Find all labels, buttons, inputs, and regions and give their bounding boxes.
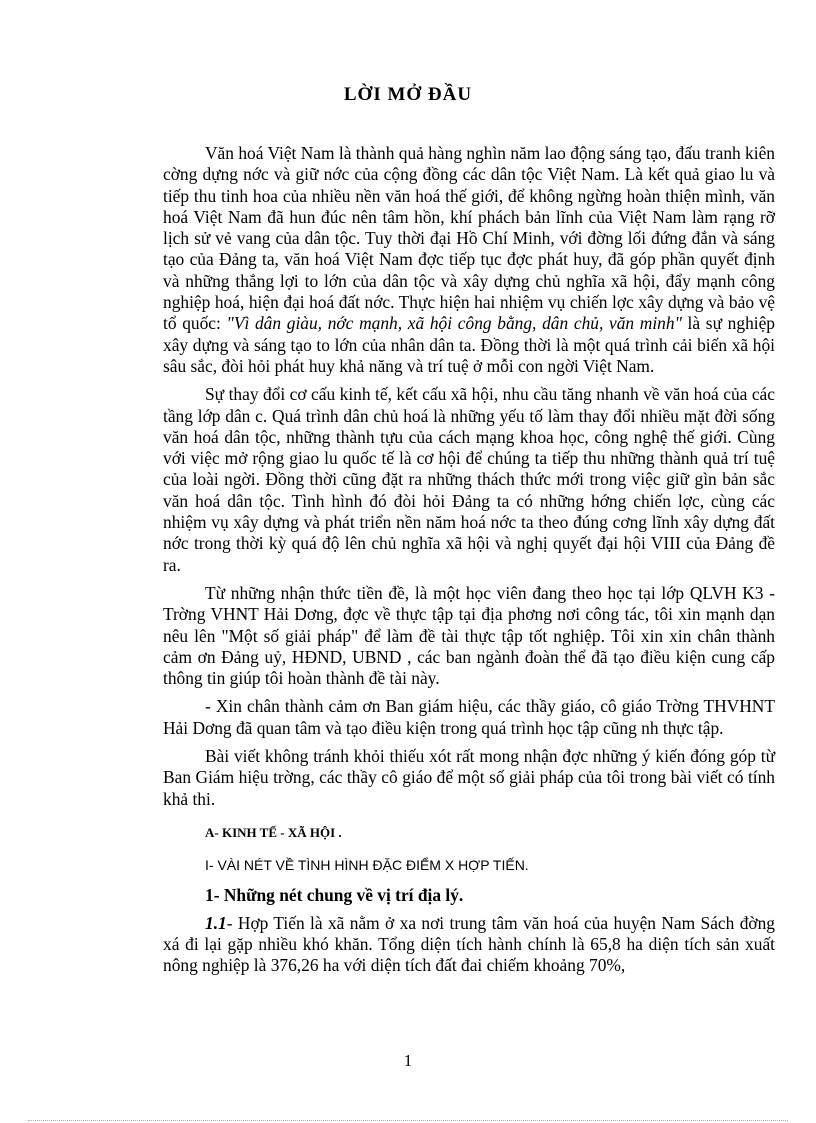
page-bottom-divider bbox=[28, 1120, 788, 1121]
paragraph-awareness: Từ những nhận thức tiền đề, là một học viên đang theo học tại lớp QLVH K3 - Trờng VHNT Hải Dơng, đợc về thực tập tại địa phơng nơi công tác, tôi xin mạnh dạn nêu lên "Một số giải pháp" để làm đề tài thực tập tốt nghiệp. Tôi xin xin chân thành cảm ơn Đảng uỷ, HĐND, UBND , các ban ngành đoàn thể đã tạo điều kiện cung cấp thông tin giúp tôi hoàn thành đề tài này. bbox=[163, 582, 775, 689]
document-body bbox=[163, 143, 775, 977]
paragraph-intro bbox=[163, 143, 775, 377]
page-title: LỜI MỞ ĐẦU bbox=[343, 84, 473, 105]
section-heading-1: 1- Những nét chung về vị trí địa lý. bbox=[205, 884, 464, 905]
paragraph-closing: Bài viết không tránh khỏi thiếu xót rất mong nhận đợc những ý kiến đóng góp từ Ban Giám hiệu trờng, các thầy cô giáo để một số giải pháp của tôi trong bài viết có tính khả thi. bbox=[163, 746, 775, 809]
page-number: 1 bbox=[403, 1051, 413, 1070]
paragraph-change: Sự thay đổi cơ cấu kinh tế, kết cấu xã hội, nhu cầu tăng nhanh về văn hoá của các tầng lớp dân c. Quá trình dân chủ hoá là những yếu tố làm thay đổi nhiều mặt đời sống văn hoá dân tộc, những thành tựu của cách mạng khoa học, công nghệ thế giới. Cùng với việc mở rộng giao lu quốc tế là cơ hội để chúng ta tiếp thu những thành quả trí tuệ của loài ngời. Đồng thời cũng đặt ra những thách thức mới trong việc giữ gìn bản sắc văn hoá dân tộc. Tình hình đó đòi hỏi Đảng ta có những hớng chiến lợc, cùng các nhiệm vụ xây dựng và phát triển nền năm hoá nớc ta theo đúng cơng lĩnh xây dựng đất nớc trong thời kỳ quá độ lên chủ nghĩa xã hội và nghị quyết đại hội VIII của Đảng đề ra. bbox=[163, 384, 775, 575]
paragraph-text: Văn hoá Việt Nam là thành quả hàng nghìn năm lao động sáng tạo, đấu tranh kiên cờng dựng nớc và giữ nớc của cộng đồng các dân tộc Việt Nam. Là kết quả giao lu và tiếp thu tinh hoa của nhiều nền văn hoá thế giới, để không ngừng hoàn thiện mình, văn hoá Việt Nam đã hun đúc nên tâm hồn, khí phách bản lĩnh của Việt Nam làm rạng rỡ lịch sử vẻ vang của dân tộc. Tuy thời đại Hồ Chí Minh, với đờng lối đứng đắn và sáng tạo của Đảng ta, văn hoá Việt Nam đợc tiếp tục đợc phát huy, đã góp phần quyết định và những thắng lợi to lớn của dân tộc và xây dựng chủ nghĩa xã hội, đẩy mạnh công nghiệp hoá, hiện đại hoá đất nớc. Thực hiện hai nhiệm vụ chiến lợc xây dựng và bảo vệ tổ quốc: bbox=[163, 143, 775, 334]
paragraph-location bbox=[163, 913, 775, 977]
section-heading-i: I- VÀI NÉT VỀ TÌNH HÌNH ĐẶC ĐIỂM X HỢP TIẾN. bbox=[205, 857, 529, 874]
section-heading-a: A- KINH TẾ - XÃ HỘI . bbox=[205, 824, 342, 840]
paragraph-text: - Hợp Tiến là xã nằm ở xa nơi trung tâm văn hoá của huyện Nam Sách đờng xá đi lại gặp nhiều khó khăn. Tổng diện tích hành chính là 65,8 ha diện tích sản xuất nông nghiệp là 376,26 ha với diện tích đất đai chiếm khoảng 70%, bbox=[163, 912, 775, 976]
subsection-number: 1.1 bbox=[205, 912, 227, 933]
quote-text: "Vì dân giàu, nớc mạnh, xã hội công bằng, dân chủ, văn minh" bbox=[226, 313, 682, 334]
paragraph-text: là sự nghiệp xây dựng và sáng tạo to lớn của nhân dân ta. Đồng thời là một quá trình cải biến xã hội sâu sắc, đòi hỏi phát huy khả năng và trí tuệ ở mỗi con ngời Việt Nam. bbox=[163, 313, 776, 376]
paragraph-thanks: - Xin chân thành cảm ơn Ban giám hiệu, các thầy giáo, cô giáo Trờng THVHNT Hải Dơng đã quan tâm và tạo điều kiện trong quá trình học tập cũng nh thực tập. bbox=[163, 696, 775, 738]
